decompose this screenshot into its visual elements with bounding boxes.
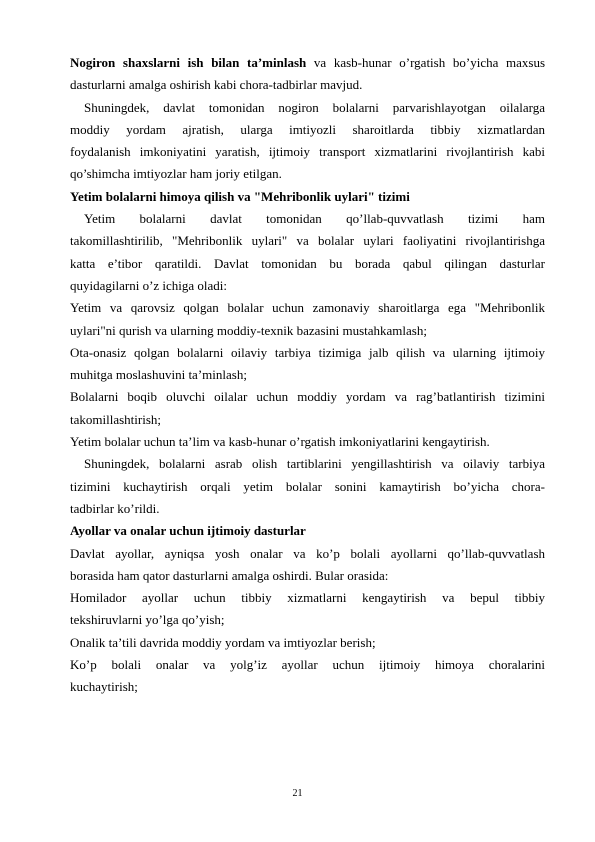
section-heading: Yetim bolalarni himoya qilish va "Mehribonlik uylari" tizimi bbox=[70, 188, 410, 204]
paragraph-line: Shuningdek, davlat tomonidan nogiron bolalarni parvarishlayotgan oilalarga bbox=[84, 99, 545, 115]
paragraph-line: dasturlarni amalga oshirish kabi chora-tadbirlar mavjud. bbox=[70, 77, 363, 93]
paragraph-line: uylari"ni qurish va ularning moddiy-texnik bazasini mustahkamlash; bbox=[70, 322, 427, 338]
line-text: va kasb-hunar o’rgatish bo’yicha maxsus bbox=[306, 55, 546, 70]
paragraph-line: tadbirlar ko’rildi. bbox=[70, 500, 160, 516]
paragraph-line: muhitga moslashuvini ta’minlash; bbox=[70, 367, 247, 383]
paragraph-line: Homilador ayollar uchun tibbiy xizmatlarni kengaytirish va bepul tibbiy bbox=[70, 590, 545, 606]
paragraph-line: Ko’p bolali onalar va yolg’iz ayollar uchun ijtimoiy himoya choralarini bbox=[70, 657, 545, 673]
paragraph-line: Ota-onasiz qolgan bolalarni oilaviy tarbiya tizimiga jalb qilish va ularning ijtimoiy bbox=[70, 344, 545, 360]
paragraph-line: Yetim bolalar uchun ta’lim va kasb-hunar o’rgatish imkoniyatlarini kengaytirish. bbox=[70, 434, 490, 450]
paragraph-line: borasida ham qator dasturlarni amalga oshirdi. Bular orasida: bbox=[70, 567, 389, 583]
bold-lead: Nogiron shaxslarni ish bilan ta’minlash bbox=[70, 55, 307, 70]
paragraph-line: tekshiruvlarni yo’lga qo’yish; bbox=[70, 612, 225, 628]
paragraph-line: Davlat ayollar, ayniqsa yosh onalar va ko’p bolali ayollarni qo’llab-quvvatlash bbox=[70, 545, 545, 561]
page-number: 21 bbox=[292, 788, 303, 799]
paragraph-line: takomillashtirish; bbox=[70, 411, 161, 427]
paragraph-line: foydalanish imkoniyatini yaratish, ijtimoiy transport xizmatlarini rivojlantirish kabi bbox=[70, 144, 545, 160]
paragraph-line: takomillashtirilib, "Mehribonlik uylari" va bolalar uylari faoliyatini rivojlantirishga bbox=[70, 233, 545, 249]
section-heading: Ayollar va onalar uchun ijtimoiy dasturlar bbox=[70, 523, 306, 539]
paragraph-line: qo’shimcha imtiyozlar ham joriy etilgan. bbox=[70, 166, 282, 182]
paragraph-line: Shuningdek, bolalarni asrab olish tartiblarini yengillashtirish va oilaviy tarbiya bbox=[84, 456, 545, 472]
paragraph-line: Yetim bolalarni davlat tomonidan qo’llab-quvvatlash tizimi ham bbox=[84, 211, 545, 227]
paragraph-line bbox=[70, 52, 545, 74]
paragraph-line: kuchaytirish; bbox=[70, 679, 138, 695]
paragraph-line: quyidagilarni o’z ichiga oladi: bbox=[70, 277, 228, 293]
paragraph-line: Onalik ta’tili davrida moddiy yordam va imtiyozlar berish; bbox=[70, 634, 376, 650]
paragraph-line: tizimini kuchaytirish orqali yetim bolalar sonini kamaytirish bo’yicha chora- bbox=[70, 478, 545, 494]
paragraph-line: Bolalarni boqib oluvchi oilalar uchun moddiy yordam va rag’batlantirish tizimini bbox=[70, 389, 545, 405]
paragraph-line: katta e’tibor qaratildi. Davlat tomonidan bu borada qabul qilingan dasturlar bbox=[70, 255, 545, 271]
paragraph-line: Yetim va qarovsiz qolgan bolalar uchun zamonaviy sharoitlarga ega "Mehribonlik bbox=[70, 300, 545, 316]
document-body bbox=[70, 52, 545, 699]
paragraph-line: moddiy yordam ajratish, ularga imtiyozli sharoitlarda tibbiy xizmatlardan bbox=[70, 121, 545, 137]
